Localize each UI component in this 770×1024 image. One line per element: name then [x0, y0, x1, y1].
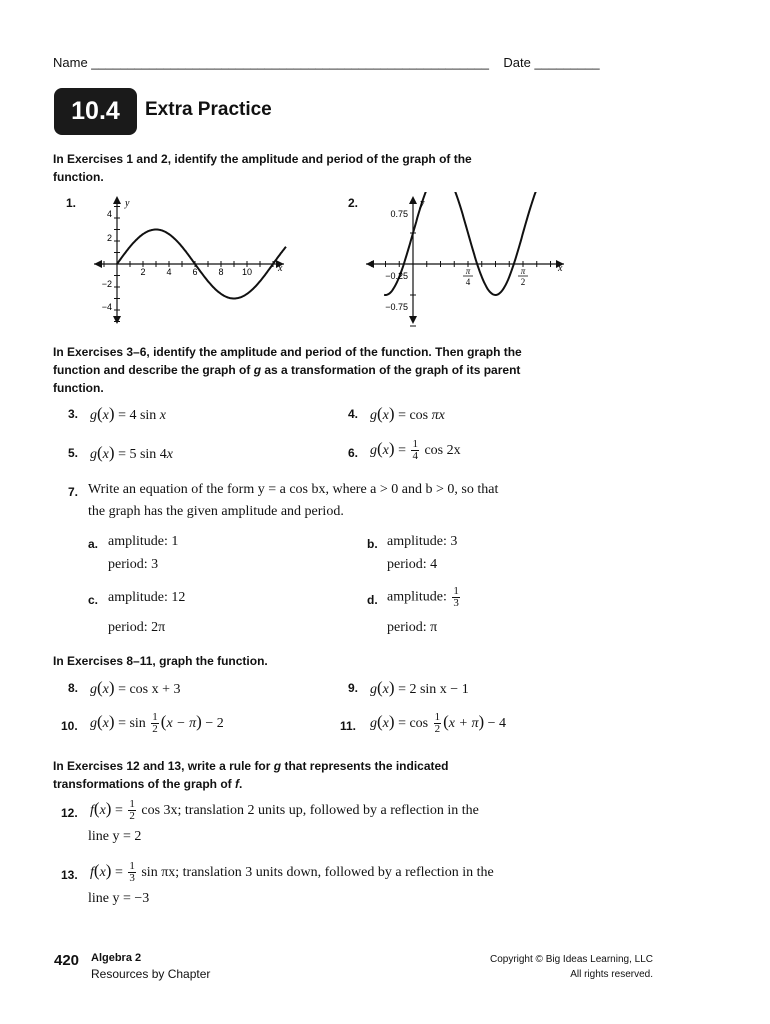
graph-2-xtick-den: 2: [520, 277, 526, 287]
graph-1-xtick: 2: [140, 267, 146, 277]
exercise-11-number: 11.: [340, 719, 357, 733]
instruction-3: In Exercises 8–11, graph the function.: [53, 654, 268, 668]
exercise-9-equation: g(x) = 2 sin x − 1: [370, 678, 469, 697]
instruction-4: In Exercises 12 and 13, write a rule for g that represents the indicated transformations of the graph of f.: [53, 759, 449, 791]
exercise-7b-label: b.: [367, 537, 378, 551]
page-title: Extra Practice: [145, 99, 272, 120]
exercise-10-number: 10.: [61, 719, 78, 733]
exercise-10-equation: g(x) = sin $\frac{1}{2}$ (x − π) − 2: [90, 711, 224, 736]
exercise-7a-amplitude: amplitude: 1: [108, 534, 179, 549]
exercise-7a-label: a.: [88, 537, 99, 551]
graph-1-y-arrow: [113, 196, 121, 204]
name-field-label: Name _______________________________________________________: [53, 55, 489, 70]
graph-1-ytick: −4: [101, 302, 112, 312]
exercise-7-line-2: the graph has the given amplitude and period.: [88, 504, 344, 519]
exercise-1-number: 1.: [66, 196, 77, 210]
section-badge: 10.4: [54, 88, 137, 135]
graph-1-y-label: y: [125, 198, 130, 209]
exercise-6-equation: g(x) = $\frac{1}{4}$ cos 2x: [370, 438, 461, 463]
date-field-label: Date _________: [503, 55, 600, 70]
copyright-text: Copyright © Big Ideas Learning, LLC: [489, 954, 653, 965]
graph-1-xtick: 6: [192, 267, 198, 277]
exercise-7d-amplitude: amplitude: $\frac{1}{3}$: [387, 585, 459, 609]
book-title: Algebra 2: [91, 952, 142, 964]
instruction-2: In Exercises 3–6, identify the amplitude and period of the function. Then graph the function and describe the graph of g as a transformation of the graph of its parent function.: [53, 345, 522, 395]
exercise-2-number: 2.: [348, 196, 359, 210]
graph-2-x-label: x: [558, 263, 563, 274]
graph-2-ytick: −0.25: [385, 271, 408, 281]
page-number: 420: [54, 952, 80, 969]
exercise-3-number: 3.: [68, 407, 79, 421]
exercise-6-number: 6.: [348, 446, 359, 460]
graph-2: [350, 192, 575, 327]
graph-2-xtick-num: π: [465, 266, 471, 276]
graph-2-ytick: 0.75: [390, 209, 408, 219]
graph-2-ytick: −0.75: [385, 302, 408, 312]
graph-1-ytick: −2: [101, 279, 112, 289]
exercise-13-line-2: line y = −3: [88, 891, 150, 906]
graph-1: [88, 192, 298, 327]
exercise-3-equation: g(x) = 4 sin x: [90, 404, 167, 423]
exercise-7c-label: c.: [88, 593, 99, 607]
exercise-11-equation: g(x) = cos $\frac{1}{2}$ (x + π) − 4: [370, 711, 507, 736]
instruction-1: In Exercises 1 and 2, identify the amplitude and period of the graph of the function.: [53, 152, 472, 184]
exercise-7c-amplitude: amplitude: 12: [108, 590, 186, 605]
exercise-4-equation: g(x) = cos πx: [370, 404, 445, 423]
exercise-13-number: 13.: [61, 868, 78, 882]
graph-1-xtick: 8: [218, 267, 224, 277]
graph-2-xtick-den: 4: [465, 277, 471, 287]
graph-1-x-label: x: [278, 263, 283, 274]
exercise-7c-period: period: 2π: [108, 620, 166, 635]
exercise-7-line-1: Write an equation of the form y = a cos bx, where a > 0 and b > 0, so that: [88, 482, 499, 497]
exercise-8-number: 8.: [68, 681, 79, 695]
exercise-12-number: 12.: [61, 806, 78, 820]
book-subtitle: Resources by Chapter: [91, 967, 211, 981]
exercise-13-statement: f(x) = $\frac{1}{3}$ sin πx; translation 3 units down, followed by a reflection in the: [90, 860, 494, 885]
exercise-12-statement: f(x) = $\frac{1}{2}$ cos 3x; translation 2 units up, followed by a reflection in the: [90, 798, 479, 823]
exercise-7d-period: period: π: [387, 620, 438, 635]
exercise-5-number: 5.: [68, 446, 79, 460]
graph-2-curve: [384, 192, 562, 295]
exercise-7a-period: period: 3: [108, 557, 159, 572]
exercise-7-number: 7.: [68, 485, 79, 499]
graph-2-y-label: y: [420, 198, 425, 209]
exercise-12-line-2: line y = 2: [88, 829, 142, 844]
graph-2-xtick-num: π: [520, 266, 526, 276]
exercise-4-number: 4.: [348, 407, 359, 421]
exercise-7b-amplitude: amplitude: 3: [387, 534, 458, 549]
graph-1-ytick: 4: [106, 209, 112, 219]
rights-text: All rights reserved.: [570, 969, 653, 980]
graph-1-xtick: 4: [166, 267, 172, 277]
exercise-7b-period: period: 4: [387, 557, 438, 572]
name-date-line: [53, 55, 600, 70]
graph-1-xtick: 10: [241, 267, 253, 277]
exercise-8-equation: g(x) = cos x + 3: [90, 678, 181, 697]
graph-1-ytick: 2: [106, 233, 112, 243]
exercise-7d-label: d.: [367, 593, 378, 607]
exercise-9-number: 9.: [348, 681, 359, 695]
exercise-5-equation: g(x) = 5 sin 4x: [90, 443, 174, 462]
